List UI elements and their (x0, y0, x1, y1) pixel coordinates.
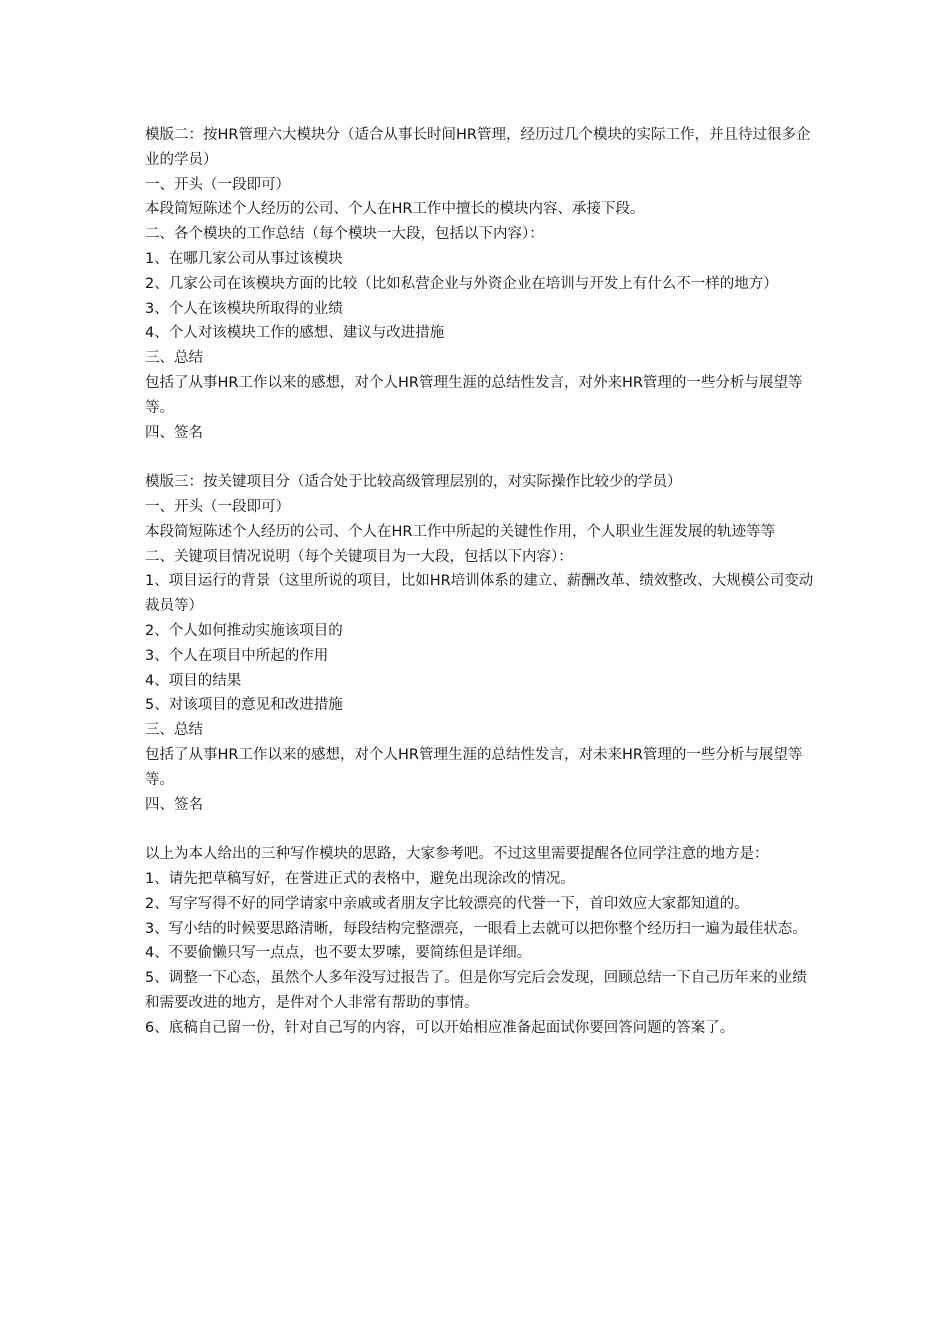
heading-opening: 一、开头（一段即可） (145, 498, 290, 515)
document-page (145, 123, 815, 1040)
paragraph: 包括了从事HR工作以来的感想，对个人HR管理生涯的总结性发言，对未来HR管理的一些分析与展望等等。 (145, 746, 803, 788)
heading-summary: 三、总结 (145, 350, 203, 367)
paragraph: 本段简短陈述个人经历的公司、个人在HR工作中所起的关键性作用，个人职业生涯发展的轨迹等等 (145, 523, 775, 540)
list-item: 2、写字写得不好的同学请家中亲戚或者朋友字比较漂亮的代誉一下，首印效应大家都知道的。 (145, 895, 749, 912)
section-title: 模版二：按HR管理六大模块分（适合从事长时间HR管理，经历过几个模块的实际工作，并且待过很多企业的学员） (145, 127, 811, 168)
heading-opening: 一、开头（一段即可） (145, 176, 290, 193)
list-item: 3、个人在该模块所取得的业绩 (145, 300, 343, 317)
list-item: 1、请先把草稿写好，在誉进正式的表格中，避免出现涂改的情况。 (145, 870, 575, 887)
heading-summary: 三、总结 (145, 722, 203, 739)
paragraph: 包括了从事HR工作以来的感想，对个人HR管理生涯的总结性发言，对外来HR管理的一些分析与展望等等。 (145, 374, 803, 416)
heading-key-projects: 二、关键项目情况说明（每个关键项目为一大段，包括以下内容）： (145, 548, 573, 565)
list-item: 1、在哪几家公司从事过该模块 (145, 250, 343, 267)
list-item: 2、个人如何推动实施该项目的 (145, 622, 343, 639)
template-two-section (145, 123, 815, 445)
heading-signature: 四、签名 (145, 424, 203, 441)
paragraph: 本段简短陈述个人经历的公司、个人在HR工作中擅长的模块内容、承接下段。 (145, 201, 645, 218)
list-item: 4、个人对该模块工作的感想、建议与改进措施 (145, 325, 445, 342)
list-item: 3、个人在项目中所起的作用 (145, 647, 329, 664)
notes-section (145, 842, 815, 1040)
list-item: 2、几家公司在该模块方面的比较（比如私营企业与外资企业在培训与开发上有什么不一样的地方） (145, 275, 778, 292)
list-item: 5、调整一下心态，虽然个人多年没写过报告了。但是你写完后会发现，回顾总结一下自己历年来的业绩和需要改进的地方，是件对个人非常有帮助的事情。 (145, 970, 807, 1011)
list-item: 6、底稿自己留一份，针对自己写的内容，可以开始相应准备起面试你要回答问题的答案了。 (145, 1019, 735, 1036)
template-three-section (145, 470, 815, 817)
list-item: 1、项目运行的背景（这里所说的项目，比如HR培训体系的建立、薪酬改革、绩效整改、大规模公司变动裁员等） (145, 573, 814, 615)
list-item: 4、项目的结果 (145, 672, 242, 689)
notes-intro: 以上为本人给出的三种写作模块的思路，大家参考吧。不过这里需要提醒各位同学注意的地方是： (145, 846, 769, 863)
heading-module-summary: 二、各个模块的工作总结（每个模块一大段，包括以下内容）： (145, 226, 544, 243)
section-title: 模版三：按关键项目分（适合处于比较高级管理层别的，对实际操作比较少的学员） (145, 474, 682, 491)
list-item: 4、不要偷懒只写一点点，也不要太罗嗦，要简练但是详细。 (145, 945, 532, 962)
heading-signature: 四、签名 (145, 796, 203, 813)
list-item: 3、写小结的时候要思路清晰，每段结构完整漂亮，一眼看上去就可以把你整个经历扫一遍为最佳状态。 (145, 920, 807, 937)
list-item: 5、对该项目的意见和改进措施 (145, 697, 343, 714)
